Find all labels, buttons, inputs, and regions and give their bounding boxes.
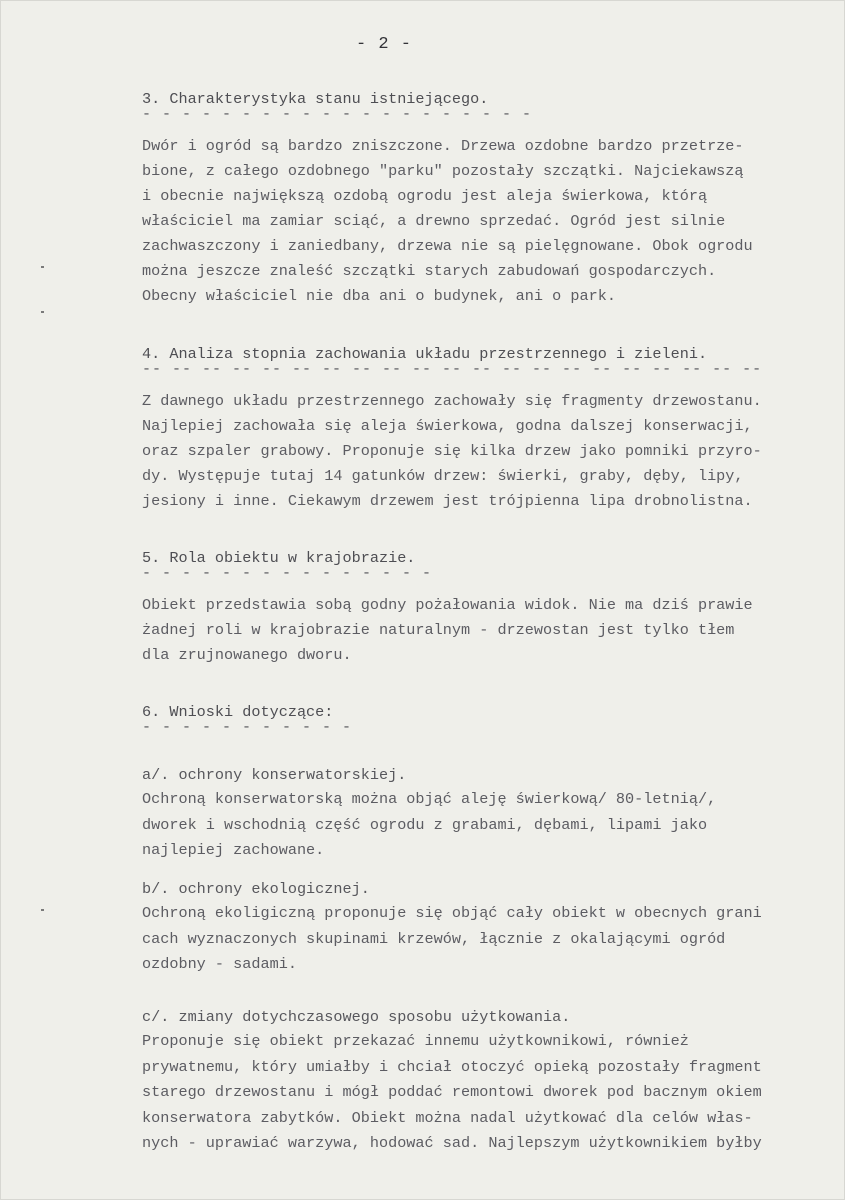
margin-mark	[41, 266, 44, 268]
subsection-a	[142, 763, 716, 864]
margin-mark	[41, 311, 44, 313]
section-heading: 5. Rola obiektu w krajobrazie.	[142, 549, 416, 567]
section-heading: 3. Charakterystyka stanu istniejącego.	[142, 90, 489, 108]
heading-underline: - - - - - - - - - - - - - - -	[142, 565, 433, 582]
subsection-heading: b/. ochrony ekologicznej.	[142, 880, 370, 898]
subsection-heading: a/. ochrony konserwatorskiej.	[142, 766, 407, 784]
page-number: - 2 -	[356, 35, 413, 54]
subsection-paragraph: Ochroną konserwatorską można objąć aleję świerkową/ 80-letnią/, dworek i wschodnią część ogrodu z grabami, dębami, lipami jako najlepiej zachowane.	[142, 790, 717, 859]
section-paragraph: Z dawnego układu przestrzennego zachowały się fragmenty drzewostanu. Najlepiej zachowała się aleja świerkowa, godna dalszej konserwacji, oraz szpaler grabowy. Proponuje się kilka drzew jako pomniki przyro- dy. Występuje tutaj 14 gatunków drzew: świerki, graby, dęby, lipy, jesiony i inne. Ciekawym drzewem jest trójpienna lipa drobnolistna.	[142, 392, 762, 510]
heading-underline: - - - - - - - - - - -	[142, 719, 353, 736]
heading-underline: -- -- -- -- -- -- -- -- -- -- -- -- -- -- -- -- -- -- -- -- --	[142, 361, 763, 378]
section-paragraph: Dwór i ogród są bardzo zniszczone. Drzewa ozdobne bardzo przetrze- bione, z całego ozdobnego "parku" pozostały szczątki. Najciekawszą i obecnie największą ozdobą ogrodu jest aleja świerkowa, którą właściciel ma zamiar sciąć, a drewno sprzedać. Ogród jest silnie zachwaszczony i zaniedbany, drzewa nie są pielęgnowane. Obok ogrodu można jeszcze znaleść szczątki starych zabudowań gospodarczych. Obecny właściciel nie dba ani o budynek, ani o park.	[142, 137, 753, 305]
subsection-paragraph: Ochroną ekoligiczną proponuje się objąć cały obiekt w obecnych grani cach wyznaczonych skupinami krzewów, łącznie z okalającymi ogród ozdobny - sadami.	[142, 904, 762, 973]
subsection-paragraph: Proponuje się obiekt przekazać innemu użytkownikowi, również prywatnemu, który umiałby i chciał otoczyć opieką pozostały fragment starego drzewostanu i mógł poddać remontowi dworek pod bacznym okiem konserwatora zabytków. Obiekt można nadal użytkować dla celów włas- nych - uprawiać warzywa, hodować sad. Najlepszym użytkownikiem byłby	[142, 1032, 762, 1152]
subsection-c	[142, 1005, 762, 1157]
heading-underline: - - - - - - - - - - - - - - - - - - - -	[142, 106, 533, 123]
section-3	[142, 88, 753, 309]
subsection-b	[142, 877, 762, 978]
subsection-heading: c/. zmiany dotychczasowego sposobu użytkowania.	[142, 1008, 571, 1026]
section-paragraph: Obiekt przedstawia sobą godny pożałowania widok. Nie ma dziś prawie żadnej roli w krajobrazie naturalnym - drzewostan jest tylko tłem dla zrujnowanego dworu.	[142, 596, 753, 664]
section-4	[142, 343, 762, 514]
margin-mark	[41, 909, 44, 911]
section-heading: 6. Wnioski dotyczące:	[142, 703, 334, 721]
section-heading: 4. Analiza stopnia zachowania układu przestrzennego i zieleni.	[142, 345, 708, 363]
section-5	[142, 547, 753, 668]
section-6	[142, 701, 353, 736]
